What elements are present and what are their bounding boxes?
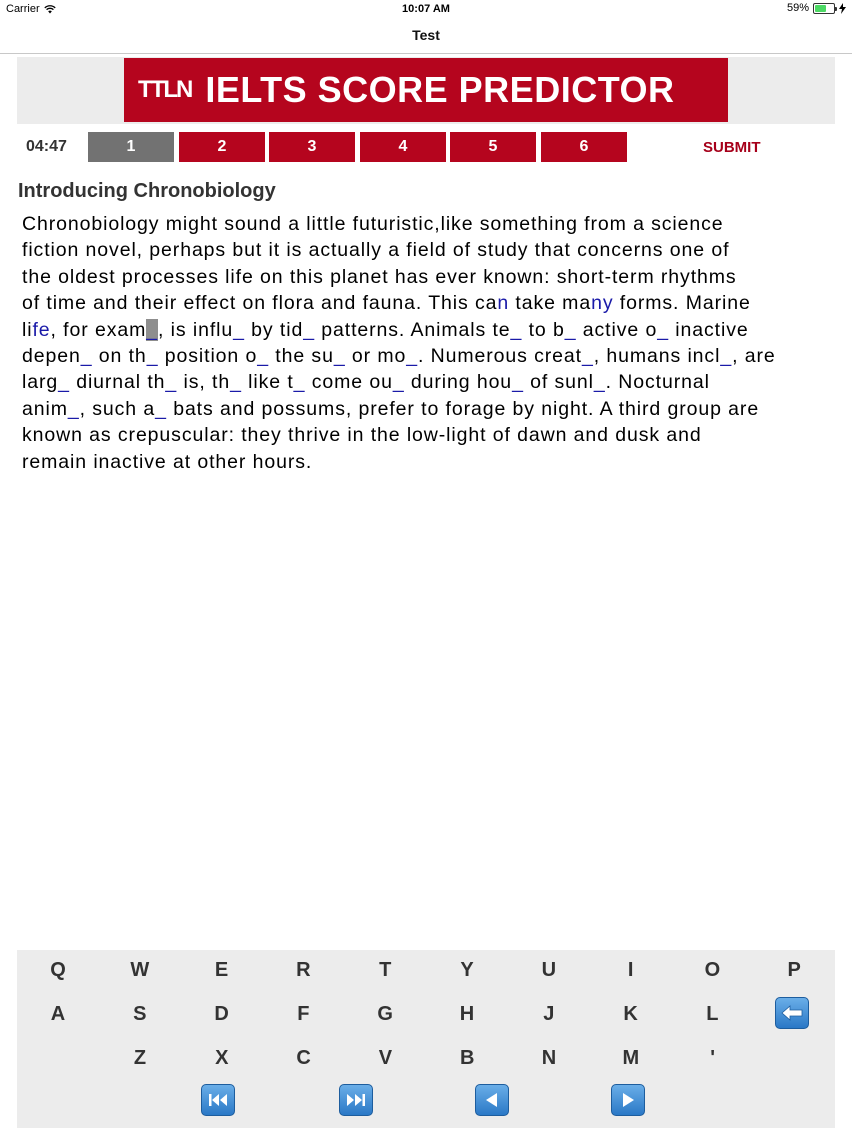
ttln-logo — [138, 76, 191, 104]
passage-text-segment: . Numerous creat — [418, 345, 582, 368]
carrier-label: Carrier — [6, 3, 40, 15]
key-x[interactable]: X — [215, 1047, 229, 1069]
answer-blank[interactable]: _ — [657, 318, 669, 341]
banner — [124, 58, 728, 122]
passage-text-segment: known as crepuscular: they thrive in the low-light of dawn and dusk and — [22, 424, 702, 447]
passage-line — [22, 422, 834, 448]
battery-fill — [815, 5, 826, 12]
key-f[interactable]: F — [297, 1003, 310, 1025]
passage-text[interactable] — [22, 211, 834, 475]
backspace-arrow-icon — [781, 1004, 803, 1022]
key-w[interactable]: W — [130, 959, 150, 981]
entered-answer[interactable]: ny — [591, 292, 614, 315]
tab-5[interactable]: 5 — [450, 132, 536, 162]
passage-title: Introducing Chronobiology — [18, 180, 276, 202]
charging-bolt-icon — [839, 3, 846, 14]
passage-text-segment: position o — [158, 345, 258, 368]
countdown-timer: 04:47 — [26, 138, 67, 155]
passage-text-segment: larg — [22, 371, 59, 394]
key-d[interactable]: D — [214, 1003, 229, 1025]
key-p[interactable]: P — [787, 959, 801, 981]
passage-text-segment: . Nocturnal — [605, 371, 710, 394]
passage-text-segment: depen — [22, 345, 81, 368]
passage-text-segment: during hou — [404, 371, 513, 394]
tab-2[interactable]: 2 — [179, 132, 265, 162]
passage-text-segment: patterns. Animals te — [314, 318, 511, 341]
key-m[interactable]: M — [622, 1047, 640, 1069]
answer-blank[interactable]: _ — [303, 318, 315, 341]
navigation-bar — [0, 18, 852, 54]
key-k[interactable]: K — [623, 1003, 638, 1025]
passage-line — [22, 264, 834, 290]
passage-text-segment: diurnal th — [69, 371, 166, 394]
tab-3[interactable]: 3 — [269, 132, 355, 162]
key-v[interactable]: V — [378, 1047, 393, 1069]
passage-text-segment: like t — [241, 371, 294, 394]
passage-text-segment: Chronobiology might sound a little futuristic,like something from a science — [22, 213, 724, 235]
answer-blank[interactable]: _ — [392, 371, 405, 394]
key-z[interactable]: Z — [133, 1047, 147, 1069]
passage-text-segment: to b — [522, 318, 565, 341]
passage-text-segment: remain inactive at other hours. — [22, 450, 313, 473]
passage-text-segment: of time and their effect on flora and fauna. This ca — [22, 292, 498, 315]
answer-blank[interactable]: _ — [510, 318, 523, 341]
passage-text-segment: the oldest processes life on this planet has ever known: short-term rhythms — [22, 265, 737, 288]
answer-blank[interactable]: _ — [58, 371, 70, 394]
status-bar — [0, 0, 852, 18]
key-r[interactable]: R — [296, 959, 311, 981]
answer-blank[interactable]: _ — [155, 397, 167, 420]
passage-text-segment: , for exam — [50, 318, 147, 341]
previous-blank-button[interactable] — [475, 1084, 509, 1116]
key-o[interactable]: O — [704, 959, 721, 981]
passage-line — [22, 237, 834, 263]
status-right — [787, 2, 846, 14]
triangle-right-icon — [617, 1091, 639, 1109]
key-apostrophe[interactable]: ' — [710, 1047, 715, 1069]
passage-line — [22, 449, 834, 475]
passage-text-segment: , humans incl — [593, 345, 721, 368]
answer-blank[interactable]: _ — [146, 345, 159, 368]
custom-keyboard — [17, 950, 835, 1128]
key-g[interactable]: G — [377, 1003, 393, 1025]
passage-text-segment: take ma — [509, 292, 592, 315]
answer-blank[interactable]: _ — [230, 371, 242, 394]
entered-answer[interactable]: n — [497, 292, 510, 315]
logo-text: TTLN — [138, 76, 192, 103]
passage-text-segment: the su — [268, 345, 334, 368]
key-e[interactable]: E — [214, 959, 229, 981]
key-s[interactable]: S — [133, 1003, 147, 1025]
answer-blank[interactable]: _ — [165, 371, 178, 394]
passage-text-segment: is, th — [177, 371, 231, 394]
passage-text-segment: active o — [576, 318, 658, 341]
key-u[interactable]: U — [541, 959, 557, 981]
passage-text-segment: fiction novel, perhaps but it is actually a field of study that concerns one of — [22, 239, 730, 262]
battery-percent: 59% — [786, 2, 809, 14]
passage-line — [22, 290, 834, 316]
passage-line — [22, 211, 834, 237]
passage-text-segment: , is influ — [158, 318, 234, 341]
skip-back-icon — [207, 1091, 229, 1109]
passage-text-segment: inactive — [668, 318, 749, 341]
answer-blank[interactable]: _ — [564, 318, 577, 341]
key-l[interactable]: L — [706, 1003, 719, 1025]
tab-6[interactable]: 6 — [541, 132, 627, 162]
answer-blank[interactable]: _ — [67, 397, 80, 420]
key-j[interactable]: J — [543, 1003, 555, 1025]
passage-line — [22, 317, 834, 343]
key-n[interactable]: N — [541, 1047, 557, 1069]
passage-text-segment: of sunl — [523, 371, 594, 394]
battery-icon — [813, 3, 835, 14]
passage-text-segment: or mo — [345, 345, 407, 368]
active-blank[interactable]: _ — [146, 318, 158, 341]
entered-answer[interactable]: fe — [32, 318, 51, 341]
answer-blank[interactable]: _ — [406, 345, 418, 368]
nav-title: Test — [412, 27, 440, 43]
banner-container — [17, 57, 835, 124]
answer-blank[interactable]: _ — [257, 345, 269, 368]
passage-text-segment: by tid — [244, 318, 304, 341]
passage-text-segment: bats and possums, prefer to forage by night. A third group are — [166, 397, 760, 420]
key-q[interactable]: Q — [50, 959, 66, 981]
key-a[interactable]: A — [50, 1003, 66, 1025]
answer-blank[interactable]: _ — [512, 371, 524, 394]
answer-blank[interactable]: _ — [593, 371, 606, 394]
key-c[interactable]: C — [296, 1047, 311, 1069]
answer-blank[interactable]: _ — [333, 345, 346, 368]
banner-title: IELTS SCORE PREDICTOR — [205, 69, 675, 110]
question-toolbar — [17, 132, 835, 162]
passage-text-segment: forms. Marine — [613, 292, 751, 315]
triangle-left-icon — [481, 1091, 503, 1109]
passage-line — [22, 343, 834, 369]
passage-text-segment: come ou — [305, 371, 393, 394]
passage-text-segment: on th — [92, 345, 147, 368]
status-time: 10:07 AM — [402, 3, 450, 15]
passage-text-segment: , such a — [79, 397, 156, 420]
passage-text-segment: , are — [732, 345, 776, 368]
answer-blank[interactable]: _ — [720, 345, 733, 368]
key-t[interactable]: T — [379, 959, 392, 981]
tab-4[interactable]: 4 — [360, 132, 446, 162]
last-blank-button[interactable] — [339, 1084, 373, 1116]
passage-line — [22, 369, 834, 395]
answer-blank[interactable]: _ — [233, 318, 245, 341]
key-b[interactable]: B — [459, 1047, 475, 1069]
key-i[interactable]: I — [627, 959, 634, 981]
first-blank-button[interactable] — [201, 1084, 235, 1116]
backspace-button[interactable] — [775, 997, 809, 1029]
passage-text-segment: anim — [22, 397, 68, 420]
skip-forward-icon — [345, 1091, 367, 1109]
answer-blank[interactable]: _ — [581, 345, 594, 368]
key-h[interactable]: H — [459, 1003, 475, 1025]
answer-blank[interactable]: _ — [293, 371, 306, 394]
passage-text-segment: li — [22, 318, 33, 341]
next-blank-button[interactable] — [611, 1084, 645, 1116]
key-y[interactable]: Y — [460, 959, 474, 981]
passage-line — [22, 396, 834, 422]
answer-blank[interactable]: _ — [80, 345, 93, 368]
submit-button[interactable]: SUBMIT — [703, 139, 761, 156]
tab-1[interactable]: 1 — [88, 132, 174, 162]
